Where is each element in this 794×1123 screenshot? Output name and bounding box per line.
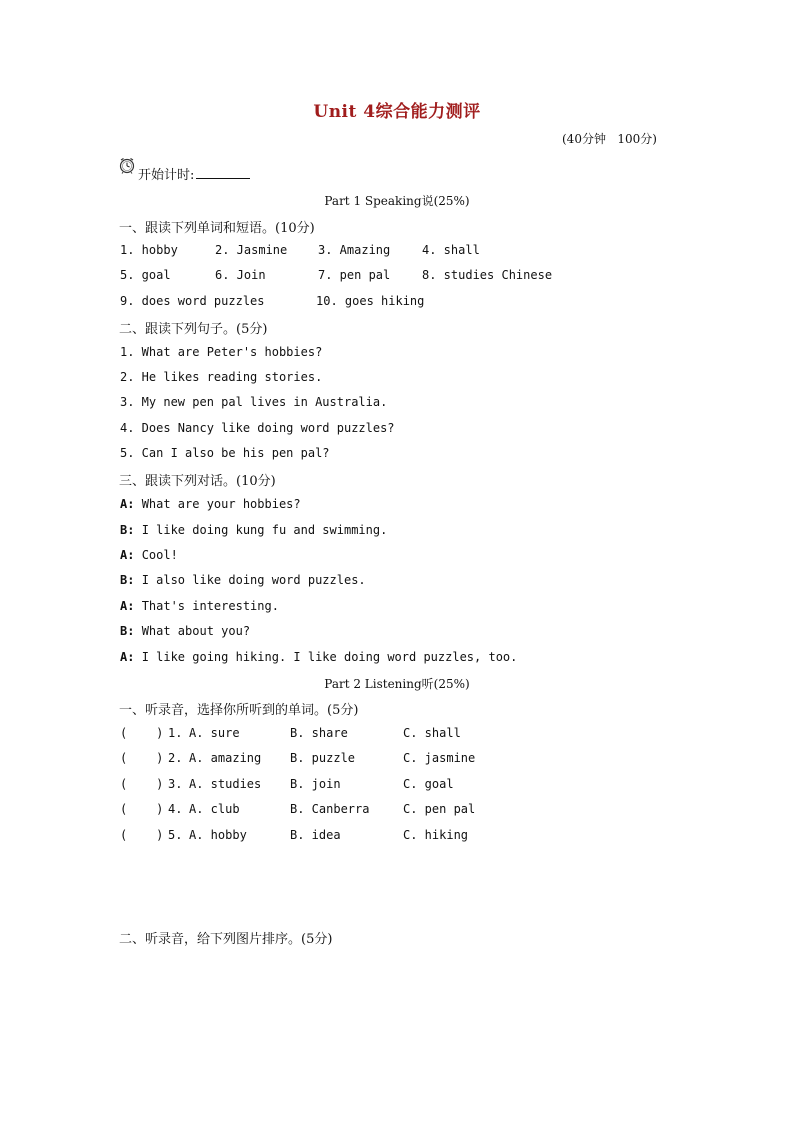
option-a: A. hobby (189, 828, 247, 842)
answer-blank[interactable]: ( ) (120, 802, 164, 816)
option-b: B. idea (290, 828, 341, 842)
question-number: 4. (168, 802, 183, 816)
sentence-item: 1. What are Peter's hobbies? (120, 345, 323, 359)
option-c: C. jasmine (403, 751, 476, 765)
speaker-label: B: (120, 523, 135, 537)
speaker-label: B: (120, 624, 135, 638)
option-c: C. goal (403, 777, 454, 791)
clock-icon (118, 156, 136, 174)
speaker-label: A: (120, 548, 135, 562)
dialog-line (120, 599, 279, 613)
vocab-item: 8. studies Chinese (422, 268, 553, 282)
sentence-item: 2. He likes reading stories. (120, 370, 323, 384)
option-a: A. studies (189, 777, 262, 791)
vocab-item: 5. goal (120, 268, 171, 282)
dialog-text: What about you? (141, 624, 251, 638)
option-b: B. join (290, 777, 341, 791)
start-timer (138, 164, 250, 183)
p1-section1-title: 一、跟读下列单词和短语。(10分) (119, 221, 315, 236)
page-title: Unit 4综合能力测评 (313, 102, 481, 122)
answer-blank[interactable]: ( ) (120, 751, 164, 765)
answer-blank[interactable]: ( ) (120, 828, 164, 842)
sentence-item: 5. Can I also be his pen pal? (120, 446, 330, 460)
dialog-line (120, 650, 517, 664)
option-a: A. club (189, 802, 240, 816)
dialog-line (120, 497, 301, 511)
vocab-item: 2. Jasmine (215, 243, 288, 257)
option-c: C. shall (403, 726, 461, 740)
question-number: 1. (168, 726, 183, 740)
option-a: A. sure (189, 726, 240, 740)
sentence-item: 3. My new pen pal lives in Australia. (120, 395, 388, 409)
dialog-text: I like doing kung fu and swimming. (141, 523, 388, 537)
vocab-item: 3. Amazing (318, 243, 391, 257)
speaker-label: A: (120, 650, 135, 664)
p1-section2-title: 二、跟读下列句子。(5分) (119, 322, 268, 337)
dialog-line (120, 548, 178, 562)
vocab-item: 7. pen pal (318, 268, 391, 282)
p2-section1-title: 一、听录音，选择你所听到的单词。(5分) (119, 703, 359, 718)
option-a: A. amazing (189, 751, 262, 765)
question-number: 3. (168, 777, 183, 791)
dialog-line (120, 523, 387, 537)
vocab-item: 9. does word puzzles (120, 294, 265, 308)
start-timer-label: 开始计时: (138, 168, 195, 183)
option-c: C. pen pal (403, 802, 476, 816)
sentence-item: 4. Does Nancy like doing word puzzles? (120, 421, 395, 435)
question-number: 2. (168, 751, 183, 765)
vocab-item: 1. hobby (120, 243, 178, 257)
option-b: B. share (290, 726, 348, 740)
answer-blank[interactable]: ( ) (120, 777, 164, 791)
duration-label: (40分钟 100分) (562, 132, 657, 146)
dialog-line (120, 624, 250, 638)
vocab-item: 6. Join (215, 268, 266, 282)
dialog-text: Cool! (141, 548, 178, 562)
dialog-text: I also like doing word puzzles. (141, 573, 366, 587)
option-b: B. puzzle (290, 751, 356, 765)
part1-heading: Part 1 Speaking说(25%) (324, 194, 470, 208)
speaker-label: A: (120, 497, 135, 511)
vocab-item: 4. shall (422, 243, 480, 257)
start-time-blank[interactable] (196, 166, 250, 179)
speaker-label: B: (120, 573, 135, 587)
dialog-text: What are your hobbies? (141, 497, 301, 511)
option-b: B. Canberra (290, 802, 370, 816)
question-number: 5. (168, 828, 183, 842)
p2-section2-title: 二、听录音，给下列图片排序。(5分) (119, 932, 333, 947)
vocab-item: 10. goes hiking (316, 294, 425, 308)
speaker-label: A: (120, 599, 135, 613)
option-c: C. hiking (403, 828, 469, 842)
dialog-text: That's interesting. (141, 599, 279, 613)
p1-section3-title: 三、跟读下列对话。(10分) (119, 474, 276, 489)
dialog-text: I like going hiking. I like doing word puzzles, too. (141, 650, 518, 664)
dialog-line (120, 573, 366, 587)
part2-heading: Part 2 Listening听(25%) (324, 677, 470, 691)
answer-blank[interactable]: ( ) (120, 726, 164, 740)
